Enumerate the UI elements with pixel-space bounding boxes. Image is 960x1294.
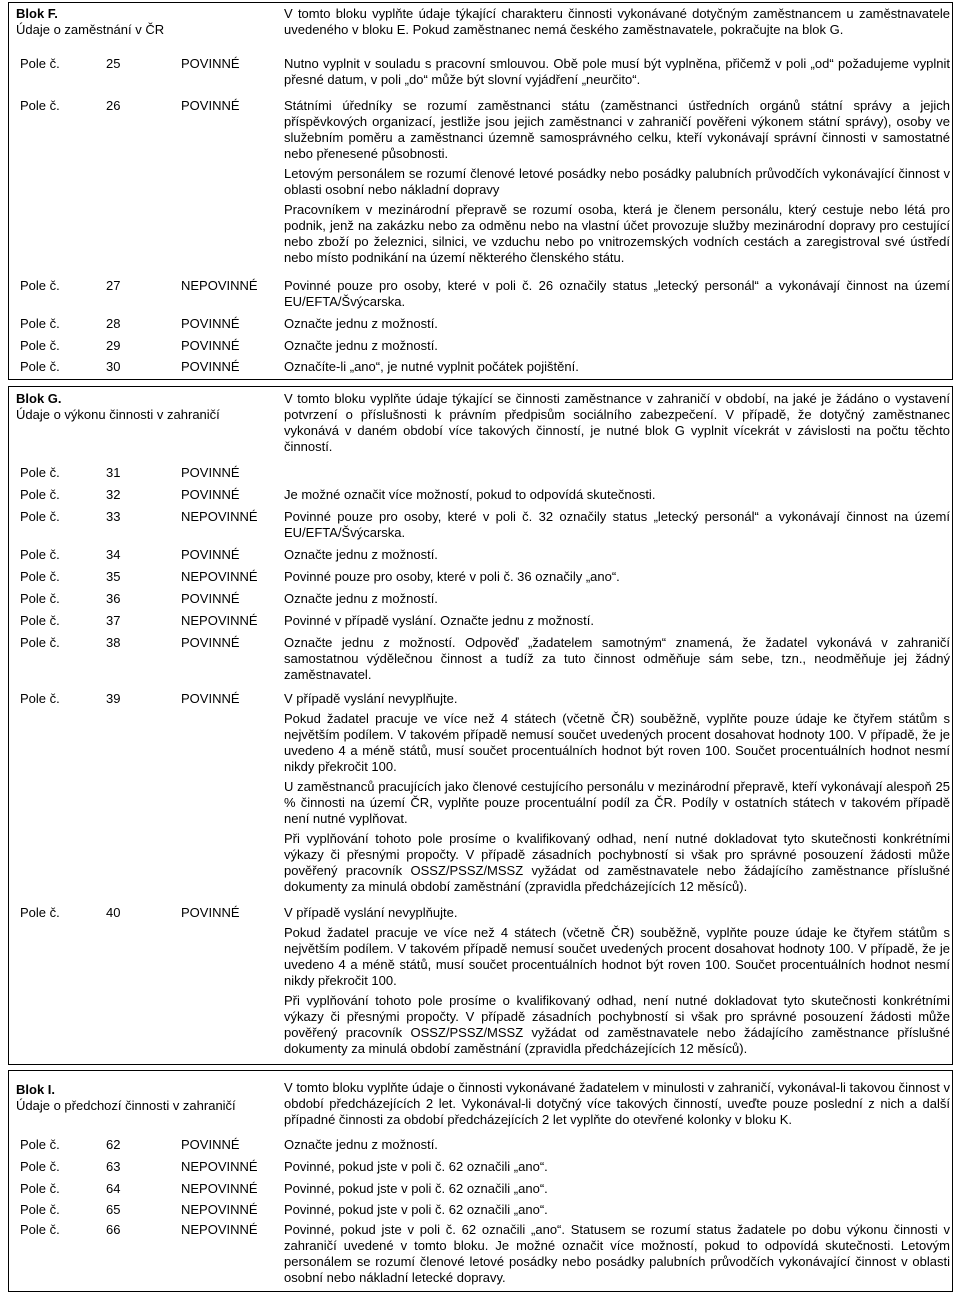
field-requirement: POVINNÉ [181,487,240,502]
field-number: 62 [106,1137,121,1152]
field-instruction-text: U zaměstnanců pracujících jako členové cestujícího personálu v mezinárodní přepravě, kteří vykonávají alespoň 25 % činnosti na území ČR, vyplňte pouze procentuální podíl za ČR. Podíly v ostatních státech v takovém případě není nutné vyplňovat. [284,779,950,826]
field-instruction-text: Označte jednu z možností. Odpověď „žadatelem samotným“ znamená, že žadatel vykonává v zahraničí samostatnou výdělečnou činnost a tudíž za tuto činnost odměňuje sám sebe, tzn., neodměňuje jej žádný zaměstnavatel. [284,635,950,682]
field-instructions [284,635,950,683]
field-instructions [284,359,950,375]
block-description: V tomto bloku vyplňte údaje týkající se činnosti zaměstnance v zahraničí v období, na jaké je žádáno o vystavení potvrzení o příslušnosti k právním předpisům sociálního zabezpečení. V případě, že dotyčný zaměstnanec vykonává v daném období více takových činností, je nutné blok G vyplnit vícekrát v závislosti na počtu těchto činností. [284,391,950,454]
field-label: Pole č. [20,1202,60,1217]
field-instructions [284,905,950,1057]
field-instructions [284,509,950,541]
field-requirement: NEPOVINNÉ [181,1202,258,1217]
field-instruction-text: Nutno vyplnit v souladu s pracovní smlouvou. Obě pole musí být vyplněna, přičemž v poli „od“ požadujeme vyplnit přesné datum, v poli „do“ může být slovní vyjádření „neurčito“. [284,56,950,87]
field-label: Pole č. [20,359,60,374]
field-instruction-text: Povinné pouze pro osoby, které v poli č. 36 označily „ano“. [284,569,620,584]
field-instructions [284,1181,950,1197]
block-f [8,2,953,380]
field-label: Pole č. [20,1159,60,1174]
field-requirement: POVINNÉ [181,591,240,606]
field-requirement: POVINNÉ [181,56,240,71]
field-number: 37 [106,613,121,628]
field-instruction-text: Označte jednu z možností. [284,591,438,606]
field-number: 30 [106,359,121,374]
field-requirement: POVINNÉ [181,316,240,331]
field-requirement: NEPOVINNÉ [181,613,258,628]
field-instruction-text: Je možné označit více možností, pokud to odpovídá skutečnosti. [284,487,656,502]
field-label: Pole č. [20,487,60,502]
field-label: Pole č. [20,635,60,650]
field-instructions [284,1202,950,1218]
field-instruction-text: Povinné, pokud jste v poli č. 62 označili „ano“. [284,1202,548,1217]
field-label: Pole č. [20,316,60,331]
field-number: 31 [106,465,121,480]
field-number: 34 [106,547,121,562]
field-label: Pole č. [20,56,60,71]
field-instructions [284,691,950,895]
field-requirement: POVINNÉ [181,691,240,706]
field-requirement: NEPOVINNÉ [181,1181,258,1196]
field-requirement: NEPOVINNÉ [181,1159,258,1174]
field-requirement: POVINNÉ [181,465,240,480]
field-label: Pole č. [20,905,60,920]
field-requirement: POVINNÉ [181,547,240,562]
field-instruction-text: Označíte-li „ano“, je nutné vyplnit počátek pojištění. [284,359,579,374]
field-instruction-text: Při vyplňování tohoto pole prosíme o kvalifikovaný odhad, není nutné dokladovat tyto skutečnosti konkrétními výkazy či přesnými propočty. V případě zásadních pochybností si však pro správné posouzení žádosti může pověřený pracovník OSSZ/PSSZ/MSSZ vyžádat od zaměstnavatele nebo žádajícího zaměstnance příslušné dokumenty za minulá období zaměstnání (zpravidla předcházejících 12 měsíců). [284,993,950,1056]
field-number: 33 [106,509,121,524]
field-instruction-text: Povinné pouze pro osoby, které v poli č. 32 označily status „letecký personál“ a vykonávají činnost na území EU/EFTA/Švýcarska. [284,509,950,540]
field-instruction-text: Povinné pouze pro osoby, které v poli č. 26 označily status „letecký personál“ a vykonávají činnost na území EU/EFTA/Švýcarska. [284,278,950,309]
field-instructions [284,487,950,503]
field-instruction-text: Letovým personálem se rozumí členové letové posádky nebo posádky palubních průvodčích vykonávající činnost v oblasti osobní nebo nákladní dopravy [284,166,950,197]
field-label: Pole č. [20,1137,60,1152]
field-label: Pole č. [20,509,60,524]
field-instruction-text: Pokud žadatel pracuje ve více než 4 státech (včetně ČR) souběžně, vyplňte pouze údaje ke čtyřem státům s největším podílem. V takovém případě nemusí součet uvedených procent dosahovat hodnoty 100. V případě, že je uvedeno 4 a méně států, musí součet procentuálních hodnot být roven 100. Součet procentuálních hodnot nesmí nikdy překročit 100. [284,711,950,774]
field-instruction-text: V případě vyslání nevyplňujte. [284,691,458,706]
field-requirement: POVINNÉ [181,635,240,650]
field-instructions [284,338,950,354]
field-requirement: POVINNÉ [181,338,240,353]
field-number: 38 [106,635,121,650]
field-requirement: POVINNÉ [181,359,240,374]
field-requirement: NEPOVINNÉ [181,1222,258,1237]
field-number: 66 [106,1222,121,1237]
block-description: V tomto bloku vyplňte údaje týkající charakteru činnosti vykonávané dotyčným zaměstnancem u zaměstnavatele uvedeného v bloku E. Pokud zaměstnanec nemá českého zaměstnavatele, pokračujte na blok G. [284,6,950,37]
field-instruction-text: Pokud žadatel pracuje ve více než 4 státech (včetně ČR) souběžně, vyplňte pouze údaje ke čtyřem státům s největším podílem. V takovém případě nemusí součet uvedených procent dosahovat hodnoty 100. V případě, že je uvedeno 4 a méně států, musí součet procentuálních hodnot být roven 100. Součet procentuálních hodnot nesmí nikdy překročit 100. [284,925,950,988]
field-instructions [284,569,950,585]
field-number: 28 [106,316,121,331]
field-number: 26 [106,98,121,113]
field-requirement: POVINNÉ [181,1137,240,1152]
field-instructions [284,1222,950,1286]
block-subtitle: Údaje o předchozí činnosti v zahraničí [16,1098,236,1113]
field-instruction-text: Státními úředníky se rozumí zaměstnanci státu (zaměstnanci ústředních orgánů státní správy a jejich příspěvkových organizací, jestliže jsou jejich zaměstnanci v zahraničí pověřeni výkonem státní správy), osoby ve služebním poměru a zaměstnanci územně samosprávného celku, kteří vykonávají správní činnosti v samostatné nebo přenesené působnosti. [284,98,950,161]
field-instructions [284,613,950,629]
field-label: Pole č. [20,338,60,353]
field-instructions [284,98,950,266]
block-title: Blok I. [16,1082,56,1097]
field-instruction-text: Označte jednu z možností. [284,316,438,331]
field-instruction-text: Označte jednu z možností. [284,1137,438,1152]
field-label: Pole č. [20,98,60,113]
field-instruction-text: Povinné v případě vyslání. Označte jednu z možností. [284,613,595,628]
field-label: Pole č. [20,1222,60,1237]
field-number: 25 [106,56,121,71]
block-i-header [16,1082,271,1114]
field-instruction-text: Povinné, pokud jste v poli č. 62 označili „ano“. Statusem se rozumí status žadatele po dobu výkonu činnosti v zahraničí uvedené v tomto bloku. Je možné označit více možností, pokud to odpovídá skutečnosti. Letovým personálem se rozumí členové letové posádky nebo posádky palubních průvodčích vykonávající činnost v oblasti osobní nebo nákladní letecké dopravy. [284,1222,950,1285]
field-requirement: POVINNÉ [181,98,240,113]
field-number: 64 [106,1181,121,1196]
field-label: Pole č. [20,691,60,706]
field-number: 63 [106,1159,121,1174]
block-g-header [16,391,271,423]
field-label: Pole č. [20,465,60,480]
field-instructions [284,56,950,88]
field-instruction-text: Označte jednu z možností. [284,547,438,562]
block-i [8,1070,953,1292]
field-number: 29 [106,338,121,353]
field-requirement: NEPOVINNÉ [181,509,258,524]
field-instructions [284,1137,950,1153]
field-instructions [284,316,950,332]
field-label: Pole č. [20,591,60,606]
field-instruction-text: Povinné, pokud jste v poli č. 62 označili „ano“. [284,1159,548,1174]
block-subtitle: Údaje o výkonu činnosti v zahraničí [16,407,220,422]
field-requirement: NEPOVINNÉ [181,278,258,293]
field-label: Pole č. [20,278,60,293]
field-number: 36 [106,591,121,606]
field-requirement: NEPOVINNÉ [181,569,258,584]
block-f-header [16,6,271,38]
field-label: Pole č. [20,613,60,628]
field-number: 35 [106,569,121,584]
field-instructions [284,1159,950,1175]
block-subtitle: Údaje o zaměstnání v ČR [16,22,165,37]
field-instruction-text: Pracovníkem v mezinárodní přepravě se rozumí osoba, která je členem personálu, který cestuje nebo létá pro podnik, jenž na zakázku nebo za odměnu nebo na vlastní účet provozuje služby mezinárodní dopravy pro cestující nebo zboží po železnici, silnici, ve vzduchu nebo po vnitrozemských vodních cestách a zaregistroval své ústředí nebo místo podnikání na území některého členského státu. [284,202,950,265]
field-number: 39 [106,691,121,706]
field-instructions [284,591,950,607]
field-number: 27 [106,278,121,293]
field-requirement: POVINNÉ [181,905,240,920]
block-title: Blok G. [16,391,62,406]
field-label: Pole č. [20,569,60,584]
field-instruction-text: Označte jednu z možností. [284,338,438,353]
block-title: Blok F. [16,6,58,21]
field-number: 32 [106,487,121,502]
block-g [8,386,953,1065]
field-instruction-text: Povinné, pokud jste v poli č. 62 označili „ano“. [284,1181,548,1196]
field-label: Pole č. [20,547,60,562]
field-instruction-text: Při vyplňování tohoto pole prosíme o kvalifikovaný odhad, není nutné dokladovat tyto skutečnosti konkrétními výkazy či přesnými propočty. V případě zásadních pochybností si však pro správné posouzení žádosti může pověřený pracovník OSSZ/PSSZ/MSSZ vyžádat od zaměstnavatele nebo žádajícího zaměstnance příslušné dokumenty za minulá období zaměstnání (zpravidla předcházejících 12 měsíců). [284,831,950,894]
field-number: 40 [106,905,121,920]
field-label: Pole č. [20,1181,60,1196]
field-instruction-text: V případě vyslání nevyplňujte. [284,905,458,920]
field-number: 65 [106,1202,121,1217]
field-instructions [284,547,950,563]
block-description: V tomto bloku vyplňte údaje o činnosti vykonávané žadatelem v minulosti v zahraničí, vykonával-li takovou činnost v období předcházejících 2 let. Vykonával-li dotyčný více takových činností, uveďte pouze poslední z nich a další případné činnosti za období předcházejících 2 let vyplňte do otevřené kolonky v bloku K. [284,1080,950,1127]
field-instructions [284,278,950,310]
